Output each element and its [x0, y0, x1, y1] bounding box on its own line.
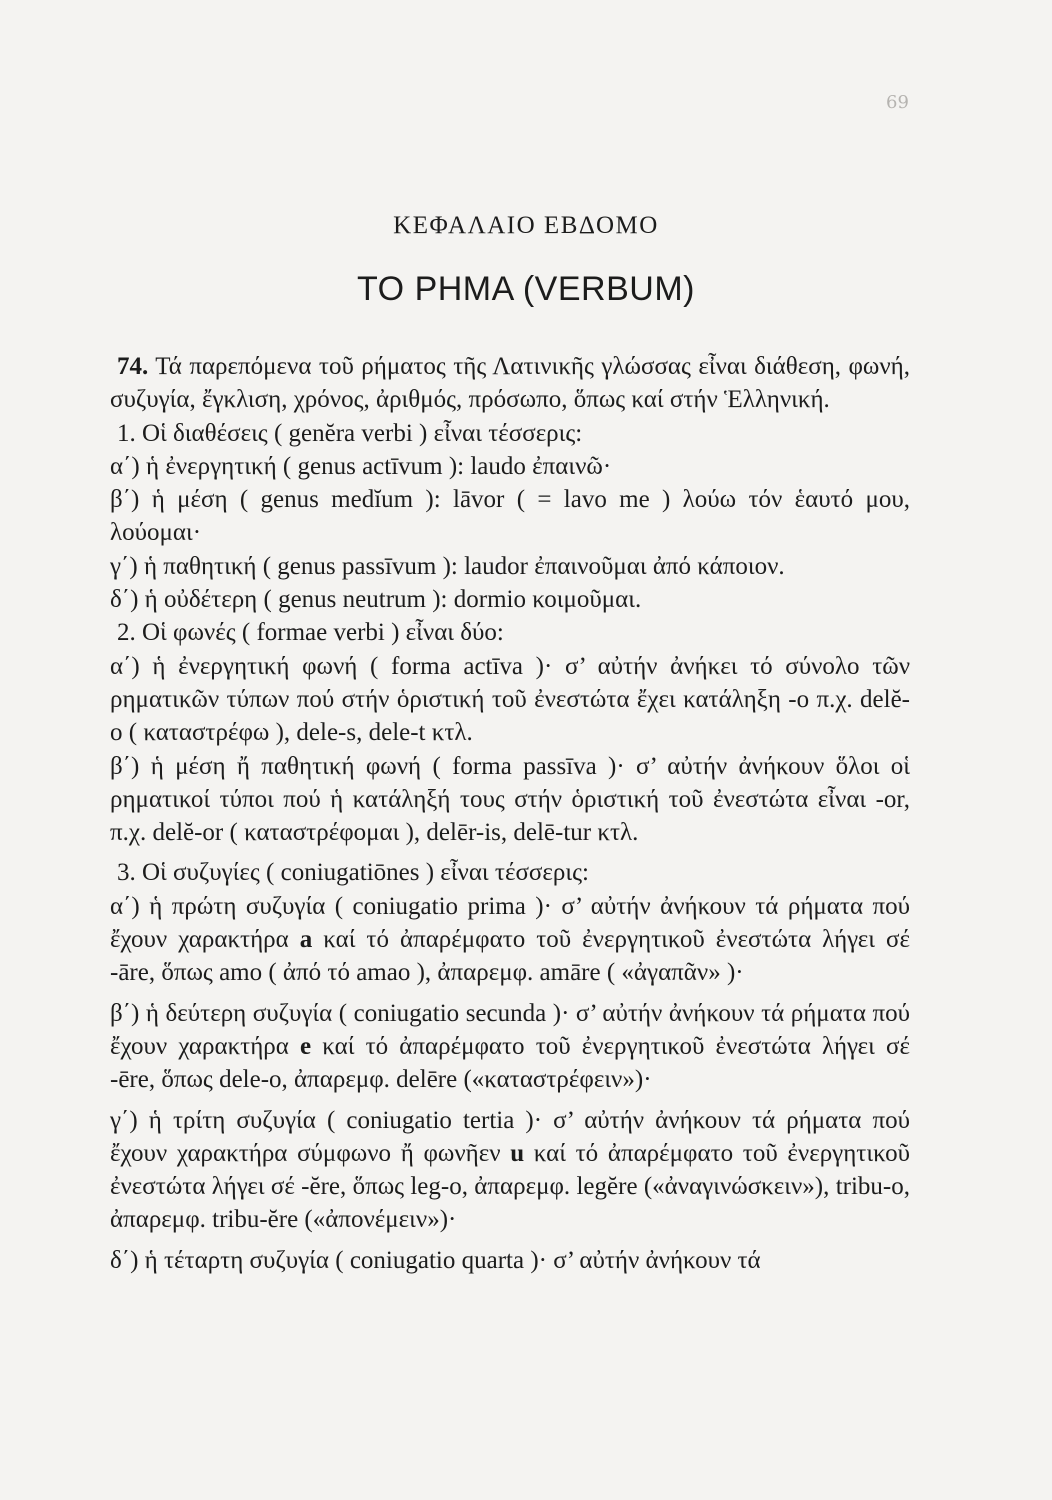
syzygia-text: καί τό ἀπαρέμφατο τοῦ ἐνεργητικοῦ ἐνεστώτα λήγει σέ -āre, ὅπως amo ( ἀπό τό amao ), ἀπαρεμφ. amāre ( «ἀγαπᾶν» )· — [110, 926, 910, 987]
syzygia-text: β΄) ἡ δεύτερη συζυγία ( coniugatio secunda )· σ’ αὐτήν ἀνήκουν τά ρήματα πού ἔχουν χαρακτήρα — [110, 999, 910, 1060]
diathesi-item: β΄) ἡ μέση ( genus medĭum ): lāvor ( = lavo me ) λούω τόν ἑαυτό μου, λούομαι· — [110, 486, 910, 547]
page-number: 69 — [886, 92, 909, 113]
body-text — [110, 350, 910, 1277]
syzygia-character: a — [299, 926, 313, 954]
chapter-title: ΤΟ ΡΗΜΑ (VERBUM) — [357, 270, 695, 308]
syzygia-text: καί τό ἀπαρέμφατο τοῦ ἐνεργητικοῦ ἐνεστώτα λήγει σέ -ĕre, ὅπως leg-o, ἀπαρεμφ. legĕre («ἀναγινώσκειν»), tribu-o, ἀπαρεμφ. tribu-ĕre («ἀπονέμειν»)· — [110, 1139, 910, 1234]
section-number: 74. — [117, 353, 149, 380]
syzygia-text: γ΄) ἡ τρίτη συζυγία ( coniugatio tertia )· σ’ αὐτήν ἀνήκουν τά ρήματα πού ἔχουν χαρακτήρα σύμφωνο ἤ φωνῆεν — [110, 1106, 910, 1167]
syzygia-item — [110, 997, 910, 1097]
diathesi-item: α΄) ἡ ἐνεργητική ( genus actīvum ): laudo ἐπαινῶ· — [110, 452, 612, 480]
syzygia-character: e — [300, 1032, 312, 1060]
syzygies-heading: 3. Οἱ συζυγίες ( coniugatiōnes ) εἶναι τέσσερις: — [117, 859, 589, 887]
diatheseis-heading: 1. Οἱ διαθέσεις ( genĕra verbi ) εἶναι τέσσερις: — [117, 419, 583, 447]
foni-item: α΄) ἡ ἐνεργητική φωνή ( forma actīva )· σ’ αὐτήν ἀνήκει τό σύνολο τῶν ρηματικῶν τύπων πού στήν ὁριστική τοῦ ἐνεστώτα ἔχει κατάληξη -o π.χ. delĕ-o ( καταστρέφω ), dele-s, dele-t κτλ. — [110, 652, 910, 747]
syzygia-text: δ΄) ἡ τέταρτη συζυγία ( coniugatio quarta )· σ’ αὐτήν ἀνήκουν τά — [110, 1246, 761, 1274]
diathesi-item: γ΄) ἡ παθητική ( genus passīvum ): laudor ἐπαινοῦμαι ἀπό κάποιον. — [110, 552, 785, 580]
syzygia-item — [110, 1104, 910, 1237]
fones-heading: 2. Οἱ φωνές ( formae verbi ) εἶναι δύο: — [117, 619, 504, 647]
syzygia-text: α΄) ἡ πρώτη συζυγία ( coniugatio prima )· σ’ αὐτήν ἀνήκουν τά ρήματα πού ἔχουν χαρακτήρα — [110, 892, 910, 954]
syzygia-character: u — [510, 1139, 525, 1167]
syzygia-text: καί τό ἀπαρέμφατο τοῦ ἐνεργητικοῦ ἐνεστώτα λήγει σέ -ēre, ὅπως dele-o, ἀπαρεμφ. delēre («καταστρέφειν»)· — [110, 1032, 910, 1094]
syzygia-item — [110, 1244, 910, 1277]
chapter-label: ΚΕΦΑΛΑΙΟ ΕΒΔΟΜΟ — [393, 212, 659, 239]
syzygia-item — [110, 890, 910, 990]
section-intro-text: Τά παρεπόμενα τοῦ ρήματος τῆς Λατινικῆς γλώσσας εἶναι διάθεση, φωνή, συζυγία, ἔγκλιση, χρόνος, ἀριθμός, πρόσωπο, ὅπως καί στήν Ἑλληνική. — [110, 353, 910, 414]
section-74-intro — [110, 350, 910, 417]
diathesi-item: δ΄) ἡ οὐδέτερη ( genus neutrum ): dormio κοιμοῦμαι. — [110, 586, 642, 614]
foni-item: β΄) ἡ μέση ἤ παθητική φωνή ( forma passīva )· σ’ αὐτήν ἀνήκουν ὅλοι οἱ ρηματικοί τύποι πού ἡ κατάληξή τους στήν ὁριστική τοῦ ἐνεστώτα εἶναι -or, π.χ. delĕ-or ( καταστρέφομαι ), delēr-is, delē-tur κτλ. — [110, 752, 910, 847]
